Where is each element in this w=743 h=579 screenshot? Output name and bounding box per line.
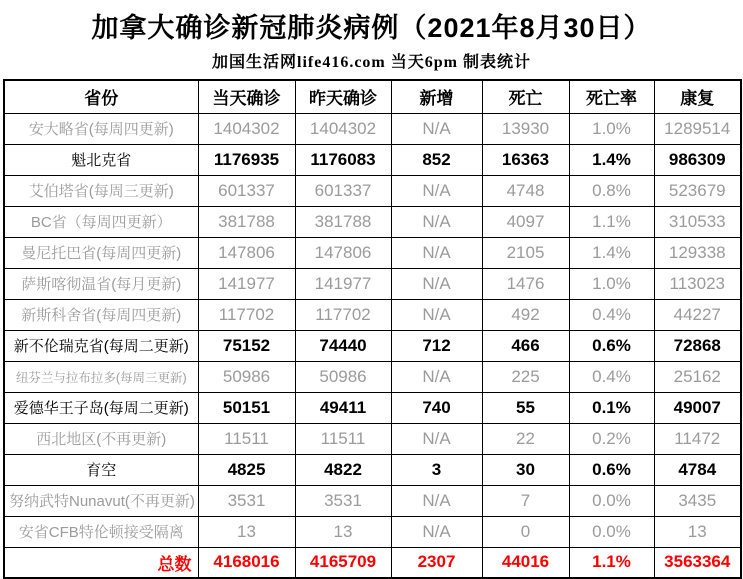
- cell-昨天确诊: 11511: [295, 423, 391, 454]
- cell-康复: 129338: [654, 237, 741, 268]
- cell-死亡: 225: [482, 361, 569, 392]
- cell-新增: N/A: [391, 237, 482, 268]
- cell-昨天确诊: 601337: [295, 175, 391, 206]
- table-body: [4, 113, 741, 578]
- cell-昨天确诊: 50986: [295, 361, 391, 392]
- cell-康复: 1289514: [654, 113, 741, 144]
- cell-死亡率: 1.0%: [569, 268, 654, 299]
- cell-死亡: 22: [482, 423, 569, 454]
- cell-昨天确诊: 4165709: [295, 547, 391, 578]
- cell-死亡率: 0.0%: [569, 485, 654, 516]
- table-row: [4, 113, 741, 144]
- cell-康复: 49007: [654, 392, 741, 423]
- column-header-5: 死亡率: [569, 80, 654, 113]
- cell-死亡: 7: [482, 485, 569, 516]
- cell-死亡: 13930: [482, 113, 569, 144]
- cell-新增: N/A: [391, 485, 482, 516]
- cell-康复: 113023: [654, 268, 741, 299]
- cell-新增: N/A: [391, 113, 482, 144]
- cell-当天确诊: 3531: [198, 485, 295, 516]
- cell-新增: N/A: [391, 299, 482, 330]
- cell-昨天确诊: 74440: [295, 330, 391, 361]
- table-row: [4, 485, 741, 516]
- cell-当天确诊: 4825: [198, 454, 295, 485]
- totals-label: 总数: [4, 547, 198, 578]
- cell-死亡率: 1.4%: [569, 237, 654, 268]
- cell-昨天确诊: 1404302: [295, 113, 391, 144]
- province-label: 安大略省(每周四更新): [4, 113, 198, 144]
- table-row: [4, 268, 741, 299]
- cell-死亡: 466: [482, 330, 569, 361]
- cell-当天确诊: 1404302: [198, 113, 295, 144]
- column-header-3: 新增: [391, 80, 482, 113]
- cell-死亡率: 0.8%: [569, 175, 654, 206]
- cell-康复: 3435: [654, 485, 741, 516]
- cell-昨天确诊: 141977: [295, 268, 391, 299]
- cell-新增: N/A: [391, 516, 482, 547]
- cell-康复: 4784: [654, 454, 741, 485]
- province-label: 纽芬兰与拉布拉多(每周三更新): [4, 361, 198, 392]
- table-row: [4, 392, 741, 423]
- cell-死亡率: 0.6%: [569, 330, 654, 361]
- province-label: 爱德华王子岛(每周二更新): [4, 392, 198, 423]
- cell-死亡率: 1.1%: [569, 206, 654, 237]
- cell-当天确诊: 13: [198, 516, 295, 547]
- cell-昨天确诊: 147806: [295, 237, 391, 268]
- cell-康复: 72868: [654, 330, 741, 361]
- column-header-4: 死亡: [482, 80, 569, 113]
- table-row: [4, 144, 741, 175]
- cell-当天确诊: 75152: [198, 330, 295, 361]
- province-label: 新不伦瑞克省(每周二更新): [4, 330, 198, 361]
- cell-新增: N/A: [391, 175, 482, 206]
- table-row: [4, 516, 741, 547]
- province-label: 曼尼托巴省(每周四更新): [4, 237, 198, 268]
- column-header-1: 当天确诊: [198, 80, 295, 113]
- table-header-row: [4, 80, 741, 113]
- cell-新增: 852: [391, 144, 482, 175]
- cell-死亡率: 0.4%: [569, 361, 654, 392]
- table-row: [4, 361, 741, 392]
- cell-昨天确诊: 117702: [295, 299, 391, 330]
- province-label: 育空: [4, 454, 198, 485]
- column-header-6: 康复: [654, 80, 741, 113]
- cell-康复: 310533: [654, 206, 741, 237]
- cell-昨天确诊: 13: [295, 516, 391, 547]
- cell-康复: 44227: [654, 299, 741, 330]
- province-label: 西北地区(不再更新): [4, 423, 198, 454]
- cell-死亡: 0: [482, 516, 569, 547]
- cell-新增: 740: [391, 392, 482, 423]
- cell-当天确诊: 11511: [198, 423, 295, 454]
- cell-新增: 712: [391, 330, 482, 361]
- table-row: [4, 237, 741, 268]
- cell-死亡: 492: [482, 299, 569, 330]
- cell-昨天确诊: 1176083: [295, 144, 391, 175]
- cell-当天确诊: 4168016: [198, 547, 295, 578]
- province-label: 艾伯塔省(每周三更新): [4, 175, 198, 206]
- cell-康复: 13: [654, 516, 741, 547]
- province-label: 魁北克省: [4, 144, 198, 175]
- totals-row: [4, 547, 741, 578]
- province-label: 新斯科舍省(每周四更新): [4, 299, 198, 330]
- cell-死亡率: 0.6%: [569, 454, 654, 485]
- cell-昨天确诊: 4822: [295, 454, 391, 485]
- cell-康复: 523679: [654, 175, 741, 206]
- cell-死亡: 1476: [482, 268, 569, 299]
- table-row: [4, 299, 741, 330]
- table-row: [4, 175, 741, 206]
- province-label: BC省（每周四更新）: [4, 206, 198, 237]
- cell-当天确诊: 117702: [198, 299, 295, 330]
- cell-康复: 25162: [654, 361, 741, 392]
- cell-新增: N/A: [391, 361, 482, 392]
- cell-死亡: 4748: [482, 175, 569, 206]
- column-header-0: 省份: [4, 80, 198, 113]
- cell-当天确诊: 381788: [198, 206, 295, 237]
- cell-当天确诊: 141977: [198, 268, 295, 299]
- cell-死亡: 30: [482, 454, 569, 485]
- cell-死亡率: 1.0%: [569, 113, 654, 144]
- cell-康复: 3563364: [654, 547, 741, 578]
- cell-死亡率: 0.2%: [569, 423, 654, 454]
- cell-新增: 3: [391, 454, 482, 485]
- table-row: [4, 330, 741, 361]
- table-row: [4, 206, 741, 237]
- cell-昨天确诊: 381788: [295, 206, 391, 237]
- cell-死亡率: 1.1%: [569, 547, 654, 578]
- cell-死亡率: 0.1%: [569, 392, 654, 423]
- cell-死亡: 16363: [482, 144, 569, 175]
- covid-stats-table: [3, 79, 742, 579]
- province-label: 安省CFB特伦顿接受隔离: [4, 516, 198, 547]
- cell-新增: N/A: [391, 268, 482, 299]
- province-label: 努纳武特Nunavut(不再更新): [4, 485, 198, 516]
- column-header-2: 昨天确诊: [295, 80, 391, 113]
- cell-死亡: 2105: [482, 237, 569, 268]
- page-subtitle: 加国生活网life416.com 当天6pm 制表统计: [212, 54, 531, 71]
- cell-当天确诊: 147806: [198, 237, 295, 268]
- cell-康复: 11472: [654, 423, 741, 454]
- cell-当天确诊: 50151: [198, 392, 295, 423]
- table-row: [4, 423, 741, 454]
- cell-死亡率: 1.4%: [569, 144, 654, 175]
- page-title: 加拿大确诊新冠肺炎病例（2021年8月30日）: [91, 13, 652, 43]
- cell-昨天确诊: 49411: [295, 392, 391, 423]
- cell-昨天确诊: 3531: [295, 485, 391, 516]
- cell-死亡率: 0.0%: [569, 516, 654, 547]
- cell-康复: 986309: [654, 144, 741, 175]
- cell-新增: 2307: [391, 547, 482, 578]
- cell-新增: N/A: [391, 206, 482, 237]
- cell-死亡: 44016: [482, 547, 569, 578]
- table-row: [4, 454, 741, 485]
- cell-死亡率: 0.4%: [569, 299, 654, 330]
- province-label: 萨斯喀彻温省(每月更新): [4, 268, 198, 299]
- cell-当天确诊: 50986: [198, 361, 295, 392]
- cell-新增: N/A: [391, 423, 482, 454]
- cell-死亡: 4097: [482, 206, 569, 237]
- cell-死亡: 55: [482, 392, 569, 423]
- cell-当天确诊: 601337: [198, 175, 295, 206]
- cell-当天确诊: 1176935: [198, 144, 295, 175]
